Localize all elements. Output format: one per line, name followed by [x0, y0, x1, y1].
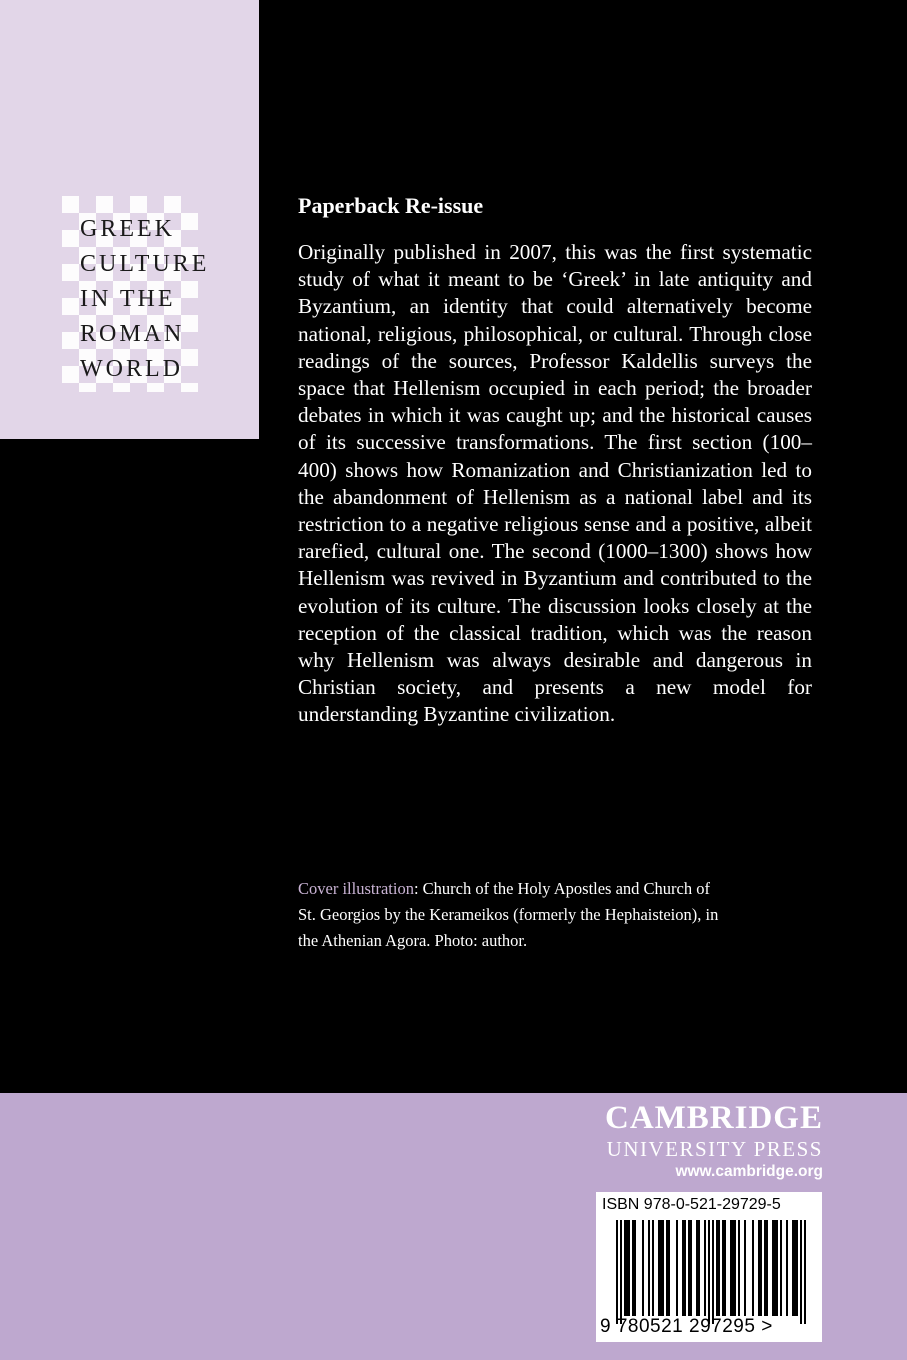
barcode-bar [730, 1220, 732, 1316]
barcode-bar [724, 1220, 726, 1316]
publisher-name: CAMBRIDGE [604, 1100, 823, 1136]
barcode-bar [660, 1220, 662, 1316]
series-title-line: CULTURE [80, 251, 210, 277]
barcode-bar [760, 1220, 762, 1316]
cover-credit-label: Cover illustration [298, 879, 414, 898]
barcode-box [596, 1192, 822, 1342]
blurb [298, 193, 812, 729]
cover-credit [298, 876, 728, 954]
barcode-bar [632, 1220, 634, 1316]
isbn-text: ISBN 978-0-521-29729-5 [602, 1196, 781, 1213]
barcode-bar [764, 1220, 766, 1316]
barcode-bar [652, 1220, 654, 1316]
barcode-bar [734, 1220, 736, 1316]
barcode-bar [708, 1220, 710, 1324]
publisher-url: www.cambridge.org [675, 1163, 823, 1180]
series-title-line: IN THE [80, 286, 176, 312]
barcode-bar [626, 1220, 628, 1316]
barcode-bar [718, 1220, 720, 1316]
barcode-bar [796, 1220, 798, 1316]
barcode-bar [804, 1220, 806, 1324]
barcode-bar [758, 1220, 760, 1316]
barcode-bar [744, 1220, 746, 1316]
barcode-bar [688, 1220, 690, 1316]
barcode-bar [698, 1220, 700, 1316]
barcode-bar [684, 1220, 686, 1316]
blurb-heading: Paperback Re-issue [298, 193, 484, 218]
barcode-bar [786, 1220, 788, 1316]
publisher-logo [605, 1099, 823, 1183]
blurb-body: Originally published in 2007, this was the first systematic study of what it meant to be ‘Greek’ in late antiquity and Byzantium, an identity that could alternatively become national, religious, philosophical, or cultural. Through close readings of the sources, Professor Kaldellis surveys the space that Hellenism occupied in each period; the broader debates in which it was caught up; and the historical causes of its successive transformations. The first section (100–400) shows how Romanization and Christianization led to the abandonment of Hellenism as a national label and its restriction to a negative religious sense and a positive, albeit rarefied, cultural one. The second (1000–1300) shows how Hellenism was revived in Byzantium and contributed to the evolution of its culture. The discussion looks closely at the reception of the classical tradition, which was the reason why Hellenism was always desirable and dangerous in Christian society, and presents a new model for understanding Byzantine civilization. [298, 240, 812, 727]
barcode-bar [634, 1220, 636, 1316]
barcode-bar [704, 1220, 706, 1316]
barcode-bar [642, 1220, 644, 1316]
barcode-bar [800, 1220, 802, 1324]
barcode-bar [766, 1220, 768, 1316]
barcode-bar [624, 1220, 626, 1316]
barcode-digits: 9 780521 297295 > [600, 1316, 773, 1337]
series-panel [0, 0, 259, 439]
barcode-bar [712, 1220, 714, 1324]
cover-credit-text: : Church of the Holy Apostles and Church of St. Georgios by the Kerameikos (formerly the Hephaisteion), in the Athenian Agora. Photo: author. [298, 879, 719, 950]
series-title-line: WORLD [80, 356, 183, 382]
publisher-subtitle: UNIVERSITY PRESS [606, 1137, 823, 1161]
barcode-bar [662, 1220, 664, 1316]
barcode-bar [772, 1220, 774, 1316]
barcode-bar [616, 1220, 618, 1324]
barcode-bar [780, 1220, 782, 1316]
barcode-bar [794, 1220, 796, 1316]
barcode-bar [738, 1220, 740, 1316]
barcode-bar [648, 1220, 650, 1316]
barcode-bar [668, 1220, 670, 1316]
barcode-bar [658, 1220, 660, 1316]
barcode-bar [732, 1220, 734, 1316]
barcode-bar [722, 1220, 724, 1316]
series-title-line: GREEK [80, 216, 175, 242]
barcode-bar [690, 1220, 692, 1316]
series-title-line: ROMAN [80, 321, 185, 347]
series-title [80, 212, 209, 387]
barcode-bar [792, 1220, 794, 1316]
barcode-bar [666, 1220, 668, 1316]
barcode-bar [628, 1220, 630, 1316]
barcode-bar [752, 1220, 754, 1316]
barcode-bar [774, 1220, 776, 1316]
barcode-bar [620, 1220, 622, 1324]
barcode-bar [676, 1220, 678, 1316]
barcode-bar [696, 1220, 698, 1316]
barcode-bar [682, 1220, 684, 1316]
barcode-bar [776, 1220, 778, 1316]
barcode-bar [716, 1220, 718, 1316]
